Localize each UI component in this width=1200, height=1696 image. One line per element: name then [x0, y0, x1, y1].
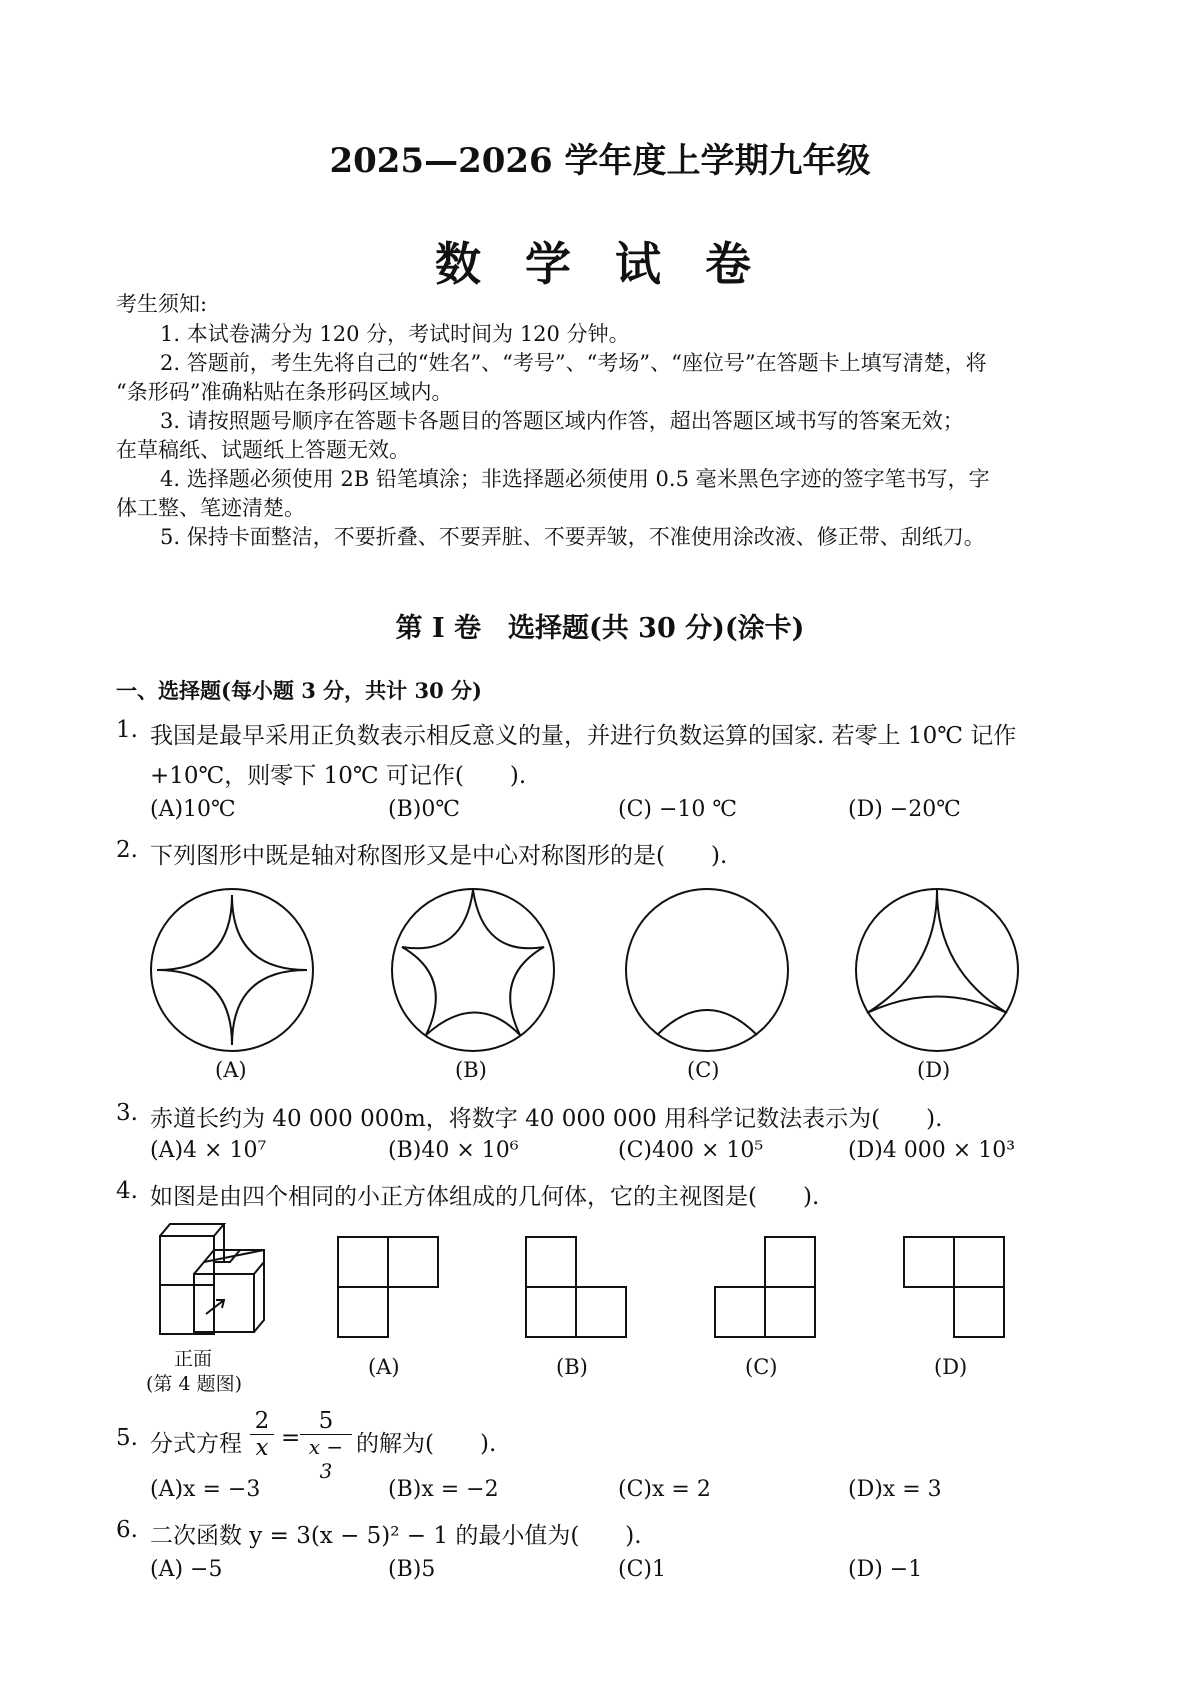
question-number: 2.: [116, 837, 138, 863]
figure-cube-solid: [158, 1216, 278, 1346]
option-b: (B)5: [388, 1557, 436, 1582]
question-prefix: 分式方程: [150, 1431, 242, 1457]
notice-line: “条形码”准确粘贴在条形码区域内。: [116, 380, 453, 404]
option-d: (D) −20℃: [848, 797, 961, 822]
figure-label: (C): [687, 1058, 720, 1082]
notice-line: 2. 答题前，考生先将自己的“姓名”、“考号”、“考场”、“座位号”在答题卡上填写清楚，将: [160, 351, 987, 375]
figure-circle-single-arc: [622, 885, 792, 1055]
question-text: +10℃，则零下 10℃ 可记作( ).: [150, 763, 527, 789]
fraction-denominator: x: [250, 1434, 274, 1461]
figure-label: (B): [556, 1355, 588, 1379]
figure-label: (A): [215, 1058, 247, 1082]
option-d: (D)4 000 × 10³: [848, 1138, 1016, 1163]
question-number: 4.: [116, 1178, 138, 1204]
option-d: (D)x = 3: [848, 1477, 942, 1502]
fraction-5-over-x-minus-3: [300, 1408, 352, 1483]
option-a: (A)10℃: [150, 797, 236, 822]
figure-caption: (第 4 题图): [146, 1373, 242, 1395]
question-text: 二次函数 y = 3(x − 5)² − 1 的最小值为( ).: [150, 1523, 642, 1549]
option-c: (C) −10 ℃: [618, 797, 738, 822]
notice-line: 3. 请按照题号顺序在答题卡各题目的答题区域内作答，超出答题区域书写的答案无效；: [160, 409, 964, 433]
fraction-numerator: 5: [318, 1408, 334, 1434]
question-text: 我国是最早采用正负数表示相反意义的量，并进行负数运算的国家. 若零上 10℃ 记作: [150, 723, 1017, 749]
option-b: (B)x = −2: [388, 1477, 499, 1502]
figure-four-arc-star: [147, 885, 317, 1055]
option-a: (A)x = −3: [150, 1477, 261, 1502]
figure-label: (C): [745, 1355, 778, 1379]
option-a: (A) −5: [150, 1557, 223, 1582]
question-suffix: 的解为( ).: [356, 1431, 497, 1457]
part-title: 一、选择题(每小题 3 分，共计 30 分): [116, 678, 482, 703]
figure-label: (D): [917, 1058, 951, 1082]
notice-line: 4. 选择题必须使用 2B 铅笔填涂；非选择题必须使用 0.5 毫米黑色字迹的签字笔书写，字: [160, 467, 990, 491]
fraction-numerator: 2: [254, 1408, 270, 1434]
figure-label: (B): [455, 1058, 487, 1082]
option-c: (C)400 × 10⁵: [618, 1138, 764, 1163]
view-option-c: [714, 1236, 818, 1340]
fraction-denominator: x − 3: [300, 1434, 352, 1483]
question-number: 5.: [116, 1425, 138, 1451]
notice-line: 体工整、笔迹清楚。: [116, 496, 305, 520]
equals-sign: =: [281, 1425, 301, 1451]
question-number: 6.: [116, 1517, 138, 1543]
fraction-2-over-x: [250, 1408, 274, 1461]
exam-title-line1: 2025—2026 学年度上学期九年级: [329, 141, 871, 181]
notice-heading: 考生须知:: [116, 292, 208, 316]
question-text: 下列图形中既是轴对称图形又是中心对称图形的是( ).: [150, 843, 728, 869]
option-d: (D) −1: [848, 1557, 923, 1582]
option-b: (B)0℃: [388, 797, 460, 822]
option-b: (B)40 × 10⁶: [388, 1138, 519, 1163]
section-title: 第 Ⅰ 卷 选择题(共 30 分)(涂卡): [395, 613, 805, 644]
view-option-d: [903, 1236, 1007, 1340]
notice-line: 5. 保持卡面整洁，不要折叠、不要弄脏、不要弄皱，不准使用涂改液、修正带、刮纸刀。: [160, 525, 985, 549]
figure-three-arc-star: [852, 885, 1022, 1055]
option-c: (C)1: [618, 1557, 666, 1582]
view-option-b: [525, 1236, 629, 1340]
question-number: 3.: [116, 1100, 138, 1126]
figure-five-arc-star: [388, 885, 558, 1055]
option-a: (A)4 × 10⁷: [150, 1138, 267, 1163]
figure-label: (A): [368, 1355, 400, 1379]
question-text: 赤道长约为 40 000 000m，将数字 40 000 000 用科学记数法表示为( ).: [150, 1106, 943, 1132]
notice-line: 1. 本试卷满分为 120 分，考试时间为 120 分钟。: [160, 322, 630, 346]
question-number: 1.: [116, 717, 138, 743]
figure-label: (D): [934, 1355, 968, 1379]
notice-line: 在草稿纸、试题纸上答题无效。: [116, 438, 410, 462]
view-option-a: [337, 1236, 441, 1340]
exam-title: 数 学 试 卷: [434, 237, 766, 291]
option-c: (C)x = 2: [618, 1477, 711, 1502]
front-label: 正面: [174, 1348, 213, 1370]
question-text: 如图是由四个相同的小正方体组成的几何体，它的主视图是( ).: [150, 1184, 820, 1210]
